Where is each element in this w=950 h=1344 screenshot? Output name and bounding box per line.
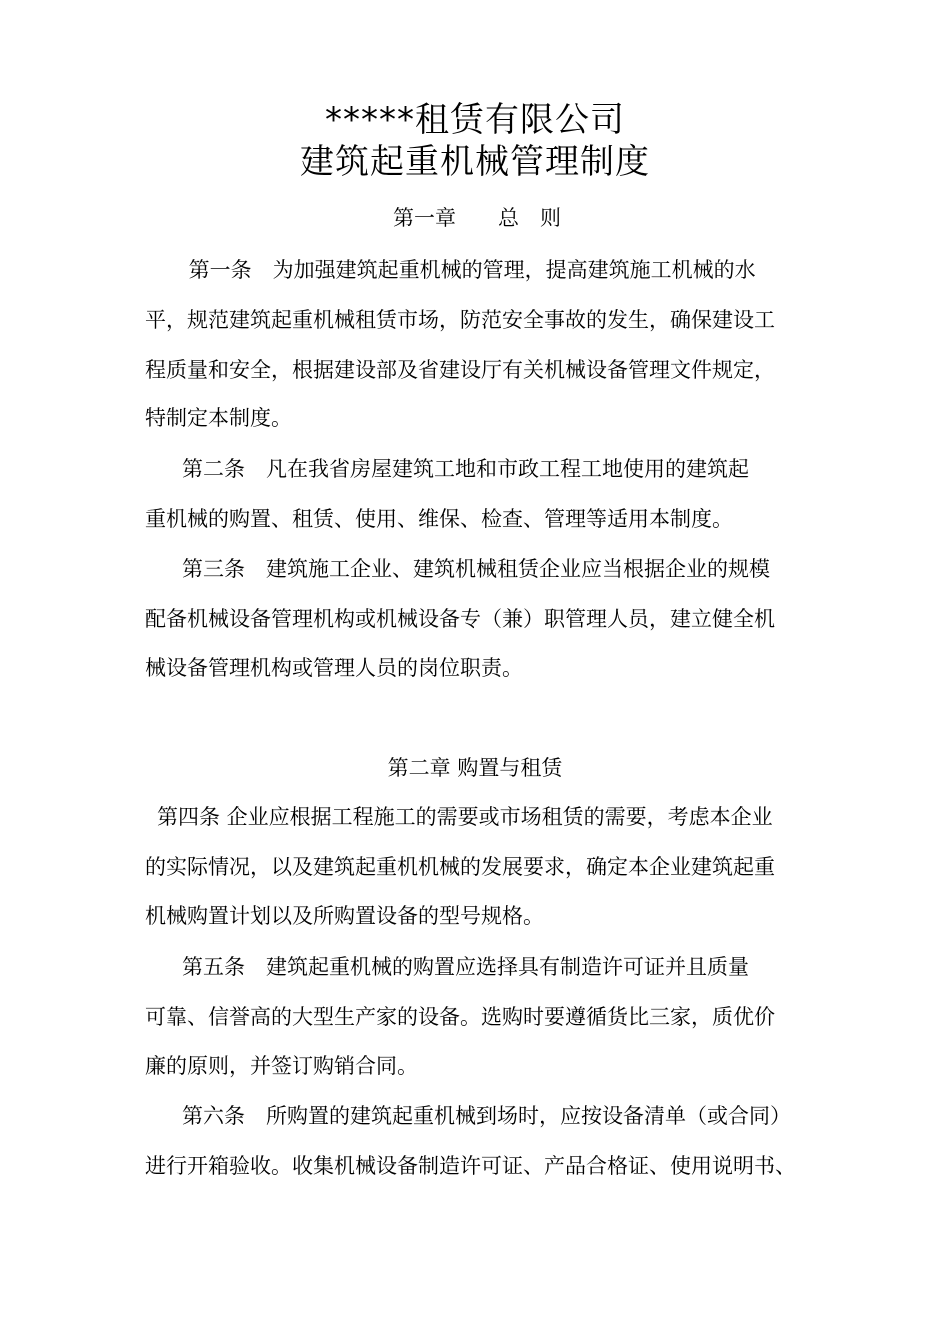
article-3-line-2: 配备机械设备管理机构或机械设备专（兼）职管理人员，建立健全机: [145, 607, 775, 631]
chapter-2-heading: 第二章 购置与租赁: [387, 756, 563, 780]
company-name: *****租赁有限公司: [325, 100, 625, 140]
article-3-line-3: 械设备管理机构或管理人员的岗位职责。: [145, 656, 523, 680]
article-4-line-1: 第四条 企业应根据工程施工的需要或市场租赁的需要，考虑本企业: [157, 805, 773, 829]
article-3-line-1: 第三条 建筑施工企业、建筑机械租赁企业应当根据企业的规模: [182, 557, 770, 581]
article-5-line-3: 廉的原则，并签订购销合同。: [145, 1054, 418, 1078]
article-6-line-1: 第六条 所购置的建筑起重机械到场时，应按设备清单（或合同）: [182, 1104, 791, 1128]
chapter-1-heading: 第一章 总 则: [393, 206, 561, 230]
article-1-line-2: 平，规范建筑起重机械租赁市场，防范安全事故的发生，确保建设工: [145, 308, 775, 332]
article-4-line-3: 机械购置计划以及所购置设备的型号规格。: [145, 904, 544, 928]
article-5-line-1: 第五条 建筑起重机械的购置应选择具有制造许可证并且质量: [182, 955, 749, 979]
article-4-line-2: 的实际情况，以及建筑起重机机械的发展要求，确定本企业建筑起重: [145, 855, 775, 879]
article-1-line-3: 程质量和安全，根据建设部及省建设厅有关机械设备管理文件规定，: [145, 358, 775, 382]
article-2-line-1: 第二条 凡在我省房屋建筑工地和市政工程工地使用的建筑起: [182, 457, 749, 481]
article-6-line-2: 进行开箱验收。收集机械设备制造许可证、产品合格证、使用说明书、: [145, 1154, 796, 1178]
article-1-line-4: 特制定本制度。: [145, 406, 292, 430]
document-title: 建筑起重机械管理制度: [300, 142, 650, 182]
article-1-line-1: 第一条 为加强建筑起重机械的管理，提高建筑施工机械的水: [182, 258, 756, 282]
article-2-line-2: 重机械的购置、租赁、使用、维保、检查、管理等适用本制度。: [145, 507, 733, 531]
article-5-line-2: 可靠、信誉高的大型生产家的设备。选购时要遵循货比三家，质优价: [145, 1005, 775, 1029]
